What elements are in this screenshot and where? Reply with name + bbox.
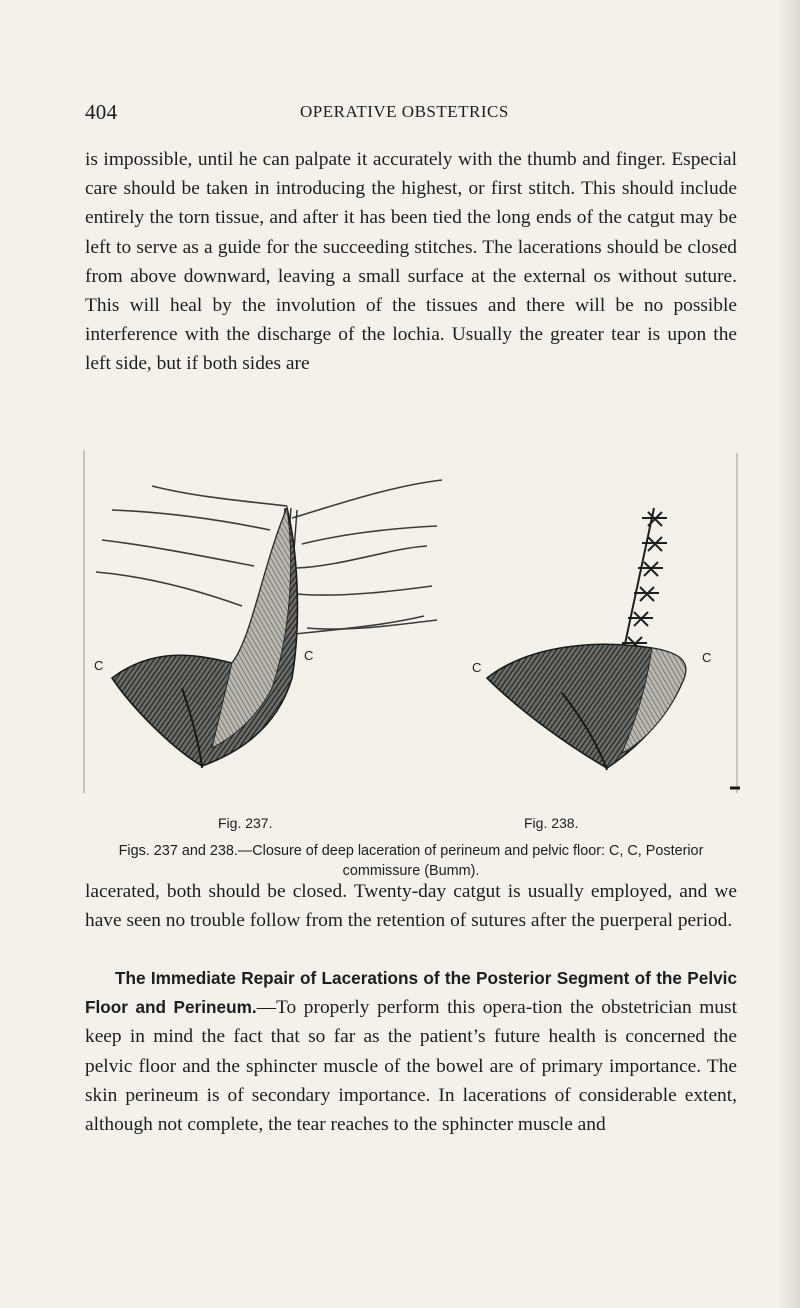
- body-paragraph-3: [85, 964, 737, 1139]
- fig-237-wound-side: [212, 508, 291, 748]
- fig-238-label-c-left: C: [472, 660, 482, 675]
- body-paragraph-2: lacerated, both should be closed. Twenty-day catgut is usually employed, and we have seen no trouble follow from the retention of sutures after the puerperal period.: [85, 881, 737, 932]
- figure-237-label: Fig. 237.: [218, 815, 273, 831]
- figure-238-label: Fig. 238.: [524, 815, 579, 831]
- fig-237-label-c-left: C: [94, 658, 104, 673]
- running-head: OPERATIVE OBSTETRICS: [300, 102, 509, 121]
- fig-238-label-c-right: C: [702, 650, 712, 665]
- body-paragraph-3-text: —To properly perform this opera-tion the obstetrician must keep in mind the fact that so far as the patient’s future health is concerned the pelvic floor and the sphincter muscle of the bowel are of primary importance. The skin perineum is of secondary importance. In lacerations of considerable extent, although not complete, the tear reaches to the sphincter muscle and: [85, 997, 737, 1136]
- figure-caption: Figs. 237 and 238.—Closure of deep laceration of perineum and pelvic floor: C, C, Posterior commissure (Bumm).: [118, 843, 704, 879]
- fig-237-label-c-right: C: [304, 648, 314, 663]
- page-number: 404: [85, 100, 118, 124]
- body-paragraph-1: is impossible, until he can palpate it accurately with the thumb and finger. Especial care should be taken in introducing the highest, or first stitch. This should include entirely the torn tissue, and after it has been tied the long ends of the catgut may be left to serve as a guide for the succeeding stitches. The lacerations should be closed from above downward, leaving a small surface at the external os without suture. This will heal by the involution of the tissues and there will be no possible interference with the discharge of the lochia. Usually the greater tear is upon the left side, but if both sides are: [85, 149, 737, 375]
- page-edge-shadow: [778, 0, 800, 1308]
- fig-238-stitches: [622, 508, 667, 658]
- section-heading: The Immediate Repair of Lacerations of the Posterior Segment of the Pelvic Floor and Perineum.: [85, 968, 737, 1018]
- figure-237-238: [82, 448, 742, 806]
- page-header: [85, 100, 735, 130]
- figure-illustration: [82, 448, 742, 806]
